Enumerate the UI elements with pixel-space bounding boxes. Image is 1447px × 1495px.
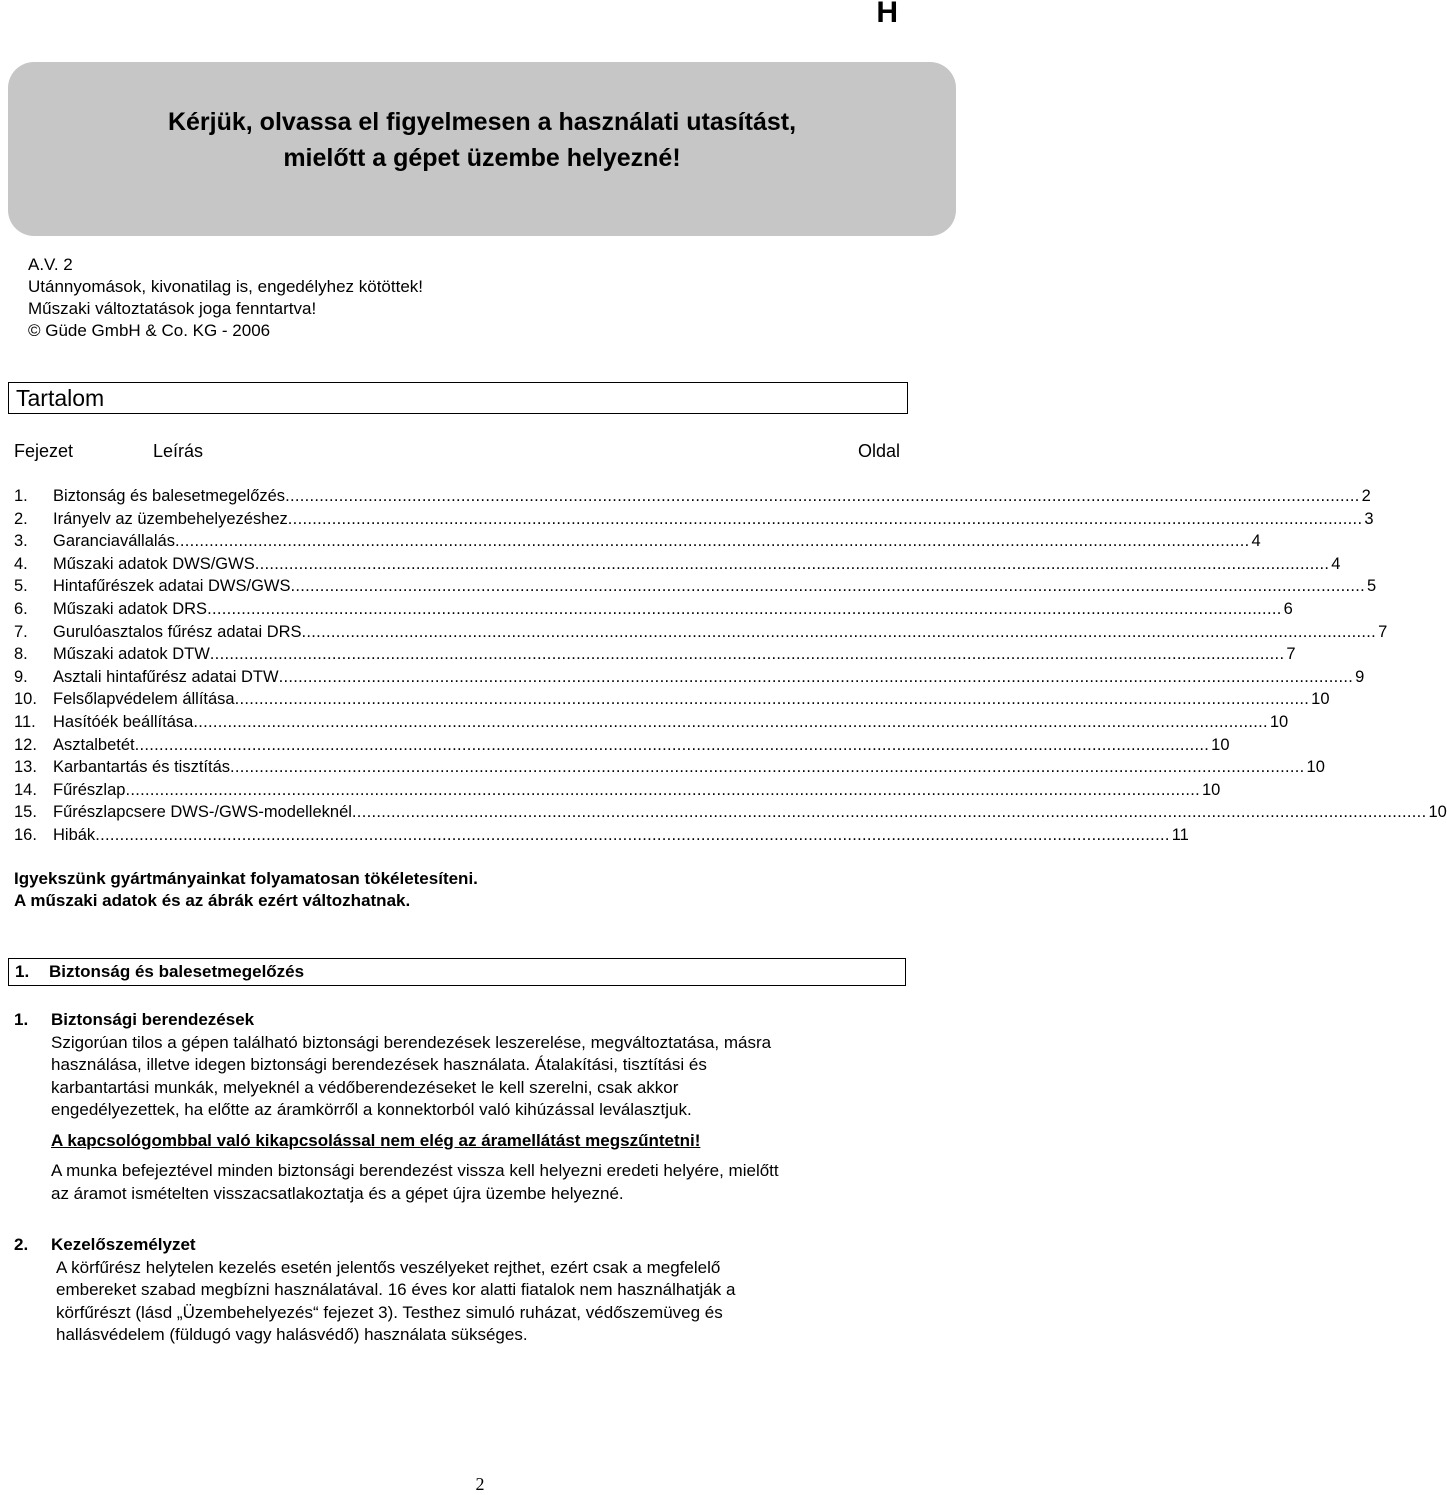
- toc-entry-title: Irányelv az üzembehelyezéshez: [53, 509, 288, 528]
- section-number: 1.: [15, 962, 30, 981]
- warning-banner: [8, 62, 956, 236]
- toc-entry-number: 1.: [14, 487, 28, 505]
- banner-text: [8, 104, 956, 176]
- toc-entry[interactable]: [14, 688, 1330, 711]
- toc-entry-number: 5.: [14, 577, 28, 596]
- toc-col-description: Leírás: [153, 441, 204, 461]
- toc-leader-dots: ............................................................................................................................................................................................................................: [278, 667, 1354, 686]
- toc-entry-page: 2: [1361, 487, 1371, 505]
- toc-entry-number: 7.: [14, 622, 28, 641]
- toc-entry-page: 10: [1269, 712, 1289, 731]
- toc-entry[interactable]: [14, 598, 1293, 621]
- body-line: Szigorúan tilos a gépen található biztonsági berendezések leszerelése, megváltoztatása, másra: [51, 1032, 772, 1052]
- toc-leader-dots: ............................................................................................................................................................................................................................: [351, 803, 1427, 822]
- toc-entry-title: Biztonság és balesetmegelőzés: [53, 487, 286, 505]
- toc-title: Tartalom: [16, 385, 105, 411]
- toc-leader-dots: ............................................................................................................................................................................................................................: [254, 554, 1330, 573]
- toc-leader-dots: ............................................................................................................................................................................................................................: [134, 735, 1210, 754]
- toc-entry[interactable]: [14, 711, 1289, 734]
- body-line: használása, illetve idegen biztonsági berendezések használata. Átalakítási, tisztítási és: [51, 1055, 707, 1074]
- toc-entry-number: 15.: [14, 803, 37, 822]
- toc-leader-dots: ............................................................................................................................................................................................................................: [287, 509, 1363, 528]
- toc-entry-page: 5: [1367, 577, 1377, 596]
- toc-leader-dots: ............................................................................................................................................................................................................................: [193, 712, 1268, 731]
- subsection-1-number: 1.: [14, 1010, 29, 1029]
- toc-entry-page: 10: [1306, 758, 1325, 777]
- toc-entry-title: Műszaki adatok DRS: [53, 599, 208, 618]
- toc-col-page: Oldal: [857, 441, 900, 461]
- toc-list: [14, 485, 1447, 847]
- toc-entry-number: 9.: [14, 667, 28, 686]
- toc-entry-title: Műszaki adatok DTW: [53, 645, 210, 664]
- toc-entry[interactable]: [14, 485, 1371, 508]
- toc-leader-dots: ............................................................................................................................................................................................................................: [230, 758, 1305, 777]
- body-line: hallásvédelem (füldugó vagy halásvédő) használata sükséges.: [56, 1325, 528, 1344]
- banner-line-1: Kérjük, olvassa el figyelmesen a használati utasítást,: [167, 108, 797, 136]
- toc-entry-number: 3.: [14, 532, 28, 551]
- toc-entry[interactable]: [14, 734, 1230, 757]
- subsection-2-number: 2.: [14, 1235, 29, 1254]
- toc-leader-dots: ............................................................................................................................................................................................................................: [125, 780, 1200, 799]
- toc-entry-number: 14.: [14, 780, 37, 799]
- toc-entry-page: 10: [1428, 803, 1447, 822]
- toc-entry-title: Fűrészlapcsere DWS-/GWS-modelleknél: [53, 803, 352, 822]
- toc-entry-title: Gurulóasztalos fűrész adatai DRS: [53, 622, 302, 641]
- improvement-notice: [14, 868, 478, 912]
- body-line: karbantartási munkák, melyeknél a védőberendezéseket le kell szerelni, csak akkor: [51, 1077, 679, 1097]
- toc-entry-number: 12.: [14, 735, 37, 754]
- toc-title-box: [8, 382, 908, 414]
- toc-entry[interactable]: [14, 756, 1325, 779]
- toc-entry-title: Karbantartás és tisztítás: [53, 758, 230, 777]
- toc-entry[interactable]: [14, 643, 1296, 666]
- subsection-2-title: Kezelőszemélyzet: [51, 1235, 196, 1254]
- toc-leader-dots: ............................................................................................................................................................................................................................: [285, 487, 1360, 505]
- notice-line-2: A műszaki adatok és az ábrák ezért változhatnak.: [14, 891, 411, 910]
- toc-entry[interactable]: [14, 801, 1447, 824]
- subsection-2-body: [56, 1257, 916, 1347]
- body-line: engedélyezettek, ha előtte az áramkörről a konnektorból való kihúzással leválasztjuk.: [51, 1100, 692, 1119]
- section-title: Biztonság és balesetmegelőzés: [49, 962, 305, 981]
- toc-entry-title: Garanciavállalás: [53, 532, 175, 551]
- page-number: 2: [475, 1474, 485, 1494]
- toc-entry-page: 7: [1286, 645, 1296, 664]
- toc-entry-title: Felsőlapvédelem állítása: [53, 690, 235, 709]
- body-line: az áramot ismételten visszacsatlakoztatja és a gépet újra üzembe helyezné.: [51, 1183, 624, 1203]
- toc-entry-number: 4.: [14, 554, 28, 573]
- toc-entry-number: 16.: [14, 825, 37, 844]
- toc-entry-page: 10: [1311, 690, 1330, 709]
- toc-entry-title: Hintafűrészek adatai DWS/GWS: [53, 577, 291, 596]
- copyright-notice: © Güde GmbH & Co. KG - 2006: [28, 321, 271, 340]
- toc-entry[interactable]: [14, 530, 1261, 553]
- toc-entry-page: 4: [1251, 532, 1261, 551]
- notice-line-1: Igyekszünk gyártmányainkat folyamatosan tökéletesíteni.: [14, 869, 478, 888]
- toc-entry-title: Műszaki adatok DWS/GWS: [53, 554, 255, 573]
- toc-col-chapter: Fejezet: [14, 441, 74, 461]
- section-heading-box: [8, 958, 906, 986]
- body-line: körfűrészt (lásd „Üzembehelyezés“ fejezet 3). Testhez simuló ruházat, védőszemüveg és: [56, 1302, 723, 1322]
- toc-entry-title: Asztalbetét: [53, 735, 135, 754]
- toc-leader-dots: ............................................................................................................................................................................................................................: [301, 622, 1377, 641]
- toc-leader-dots: ............................................................................................................................................................................................................................: [95, 825, 1170, 844]
- toc-entry-page: 10: [1211, 735, 1230, 754]
- toc-entry-page: 11: [1171, 825, 1189, 844]
- toc-leader-dots: ............................................................................................................................................................................................................................: [290, 577, 1366, 596]
- toc-entry[interactable]: [14, 575, 1377, 598]
- banner-line-2: mielőtt a gépet üzembe helyezné!: [283, 144, 681, 172]
- body-line: A körfűrész helytelen kezelés esetén jelentős veszélyeket rejthet, ezért csak a megfelelő: [56, 1257, 721, 1277]
- toc-entry-page: 9: [1355, 667, 1365, 686]
- toc-entry-title: Fűrészlap: [53, 780, 126, 799]
- toc-entry[interactable]: [14, 553, 1341, 576]
- document-meta: [28, 254, 423, 342]
- toc-entry-number: 10.: [14, 690, 37, 709]
- subsection-1-title: Biztonsági berendezések: [51, 1010, 255, 1029]
- toc-entry-number: 6.: [14, 599, 28, 618]
- power-warning: A kapcsológombbal való kikapcsolással nem elég az áramellátást megszűntetni!: [51, 1130, 701, 1150]
- subsection-2: [14, 1234, 916, 1347]
- reprint-notice: Utánnyomások, kivonatilag is, engedélyhez kötöttek!: [28, 277, 424, 296]
- version-label: A.V. 2: [28, 255, 73, 274]
- toc-entry[interactable]: [14, 666, 1365, 689]
- toc-entry-title: Asztali hintafűrész adatai DTW: [53, 667, 279, 686]
- toc-entry[interactable]: [14, 508, 1374, 531]
- toc-entry[interactable]: [14, 621, 1388, 644]
- body-line: embereket szabad megbízni használatával. 16 éves kor alatti fiatalok nem használhatják a: [56, 1280, 736, 1299]
- toc-entry-page: 4: [1331, 554, 1341, 573]
- toc-entry[interactable]: [14, 824, 1189, 847]
- toc-entry-page: 6: [1283, 599, 1293, 618]
- toc-entry-number: 13.: [14, 758, 37, 777]
- toc-leader-dots: ............................................................................................................................................................................................................................: [234, 690, 1310, 709]
- toc-entry[interactable]: [14, 779, 1221, 802]
- toc-entry-number: 11.: [14, 712, 36, 731]
- toc-entry-title: Hibák: [53, 825, 96, 844]
- toc-entry-page: 10: [1201, 780, 1221, 799]
- toc-entry-page: 7: [1378, 622, 1388, 641]
- toc-entry-number: 8.: [14, 645, 28, 664]
- toc-entry-number: 2.: [14, 509, 28, 528]
- toc-header: [14, 441, 900, 463]
- changes-notice: Műszaki változtatások joga fenntartva!: [28, 299, 317, 318]
- toc-entry-title: Hasítóék beállítása: [53, 712, 194, 731]
- toc-leader-dots: ............................................................................................................................................................................................................................: [207, 599, 1282, 618]
- subsection-1: [14, 1009, 911, 1205]
- toc-entry-page: 3: [1364, 509, 1374, 528]
- toc-leader-dots: ............................................................................................................................................................................................................................: [209, 645, 1285, 664]
- subsection-1-body: [51, 1032, 911, 1206]
- language-marker: H: [876, 0, 898, 29]
- toc-leader-dots: ............................................................................................................................................................................................................................: [174, 532, 1250, 551]
- body-line: A munka befejeztével minden biztonsági berendezést vissza kell helyezni eredeti helyére, mielőtt: [51, 1161, 779, 1180]
